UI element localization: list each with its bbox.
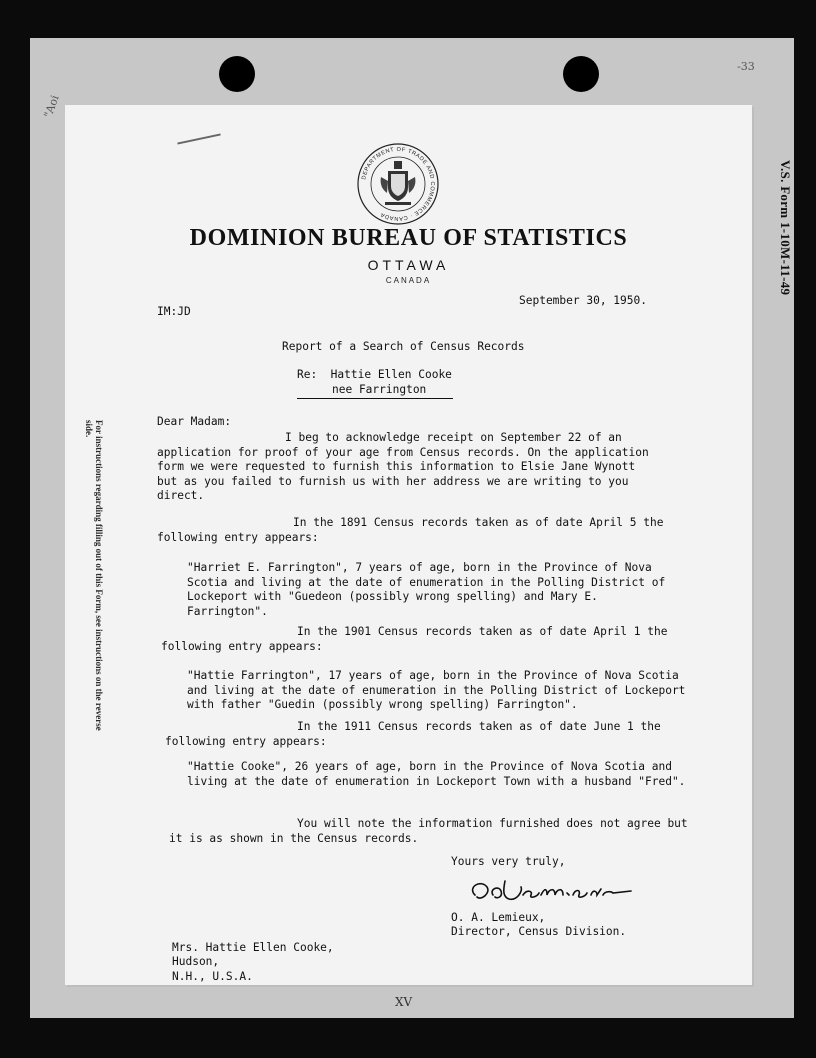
reference-initials: IM:JD [157, 305, 191, 318]
paragraph-1: I beg to acknowledge receipt on September 22 of an application for proof of your age from Census records. On the application form we were requested to furnish this information to Elsie Jane Wynott but as you failed to furnish us with her address we are writing to you direct. [157, 431, 649, 502]
signer-title: Director, Census Division. [451, 925, 627, 938]
punch-hole-right [563, 56, 599, 92]
re-line-name: Re: Hattie Ellen Cooke [297, 368, 452, 381]
signer-name: O. A. Lemieux, [451, 911, 546, 924]
paragraph-2: In the 1891 Census records taken as of date April 5 the following entry appears: [157, 516, 664, 544]
letter-date: September 30, 1950. [519, 294, 647, 307]
census-entry-1891: "Harriet E. Farrington", 7 years of age, born in the Province of Nova Scotia and living at the date of enumeration in the Polling District of Lockeport with "Guedeon (possibly wrong spelling) and Mary E. Farrington". [187, 561, 666, 618]
census-entry-1901: "Hattie Farrington", 17 years of age, born in the Province of Nova Scotia and living at the date of enumeration in the Polling District of Lockeport with father "Guedin (possibly wrong spelling) Farrington". [187, 669, 686, 711]
corner-mark-top-left: "Aoi [41, 93, 62, 120]
signature [463, 873, 643, 909]
address-line-1: Mrs. Hattie Ellen Cooke, [172, 941, 334, 954]
coat-of-arms-seal [355, 141, 441, 227]
bottom-mark: XV [395, 995, 413, 1009]
address-line-3: N.H., U.S.A. [172, 970, 253, 983]
seal-ring-text: DEPARTMENT OF TRADE AND COMMERCE · CANADA [361, 146, 436, 222]
letter-subject: Report of a Search of Census Records [282, 340, 525, 353]
re-line-maiden-name: nee Farrington [332, 383, 427, 396]
letterhead-city: OTTAWA [367, 257, 450, 273]
punch-hole-left [219, 56, 255, 92]
paragraph-4: In the 1911 Census records taken as of date June 1 the following entry appears: [165, 720, 661, 748]
corner-mark-top-right: -33 [737, 60, 755, 73]
salutation: Dear Madam: [157, 415, 232, 428]
paragraph-5: You will note the information furnished does not agree but it is as shown in the Census records. [169, 817, 688, 845]
re-underline [297, 398, 453, 399]
letter-page [65, 105, 752, 985]
staple-mark [177, 133, 220, 144]
letterhead-title: DOMINION BUREAU OF STATISTICS [189, 225, 628, 251]
address-line-2: Hudson, [172, 955, 220, 968]
form-number-label: V.S. Form 1-10M-11-49 [778, 160, 793, 296]
letterhead-country: CANADA [385, 276, 432, 285]
paragraph-3: In the 1901 Census records taken as of date April 1 the following entry appears: [161, 625, 668, 653]
closing: Yours very truly, [451, 855, 566, 868]
census-entry-1911: "Hattie Cooke", 26 years of age, born in the Province of Nova Scotia and living at the date of enumeration in Lockeport Town with a husband "Fred". [187, 760, 686, 788]
form-instructions-note: For instructions regarding filling out of this Form, see instructions on the reverse side. [84, 420, 104, 731]
